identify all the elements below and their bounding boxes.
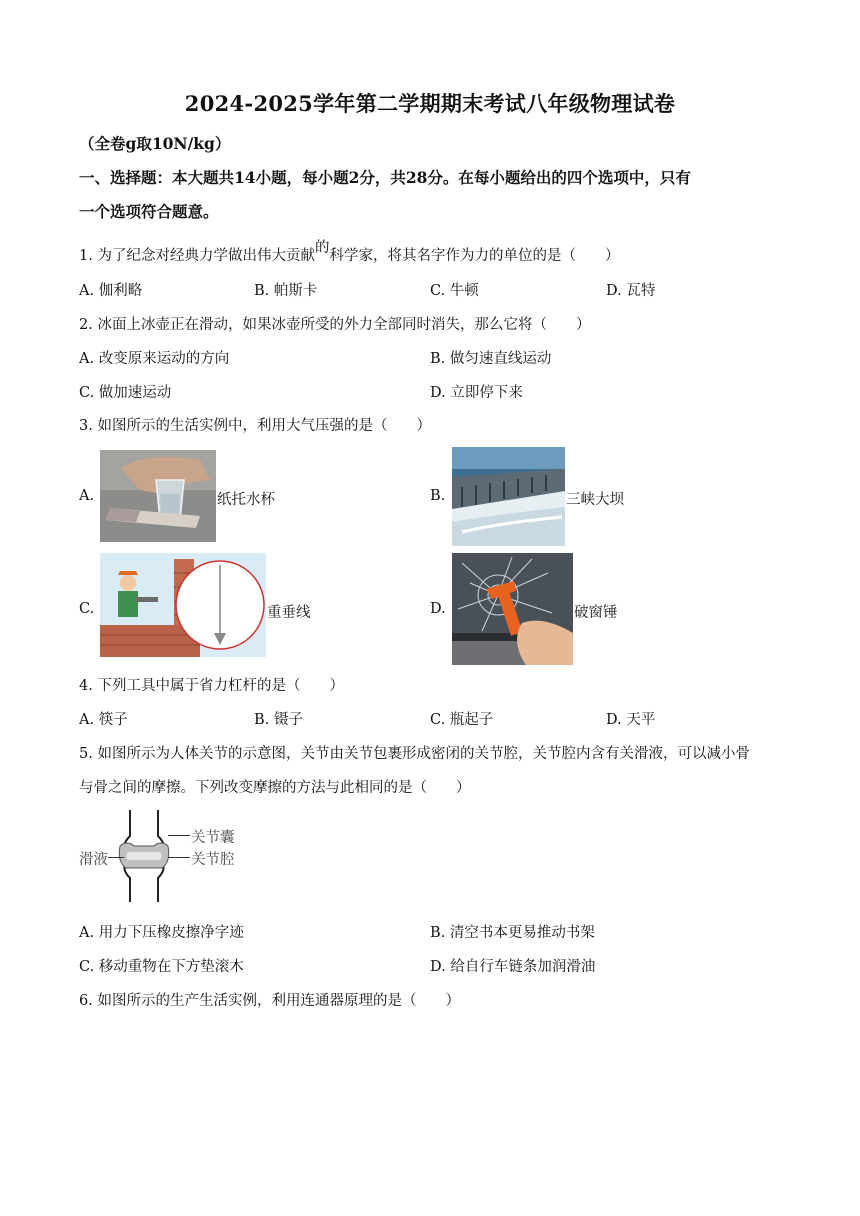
three-gorges-dam-photo — [452, 447, 565, 546]
question-3-option-a-letter[interactable]: A. — [79, 488, 95, 504]
question-2-option-a[interactable]: A. 改变原来运动的方向 — [79, 351, 230, 367]
joint-capsule-label: 关节囊 — [191, 830, 235, 846]
question-4-option-d[interactable]: D. 天平 — [606, 712, 656, 728]
page-title: 2024-2025学年第二学期期末考试八年级物理试卷 — [184, 91, 676, 116]
question-1-option-b[interactable]: B. 帕斯卡 — [254, 283, 318, 299]
joint-capsule-pointer — [168, 835, 190, 836]
question-1-option-c[interactable]: C. 牛顿 — [430, 283, 479, 299]
joint-cavity-pointer — [168, 857, 190, 858]
section-heading-line1: 一、选择题：本大题共14小题，每小题2分，共28分。在每小题给出的四个选项中，只有 — [79, 168, 691, 187]
question-1-stem-superscript: 的 — [314, 240, 330, 256]
plumb-line-illustration — [100, 553, 266, 657]
question-5-stem-line2: 与骨之间的摩擦。下列改变摩擦的方法与此相同的是（ ） — [79, 780, 471, 796]
question-5-stem-line1: 5. 如图所示为人体关节的示意图，关节由关节包裹形成密闭的关节腔，关节腔内含有关滑液，可以减小骨 — [79, 746, 750, 762]
question-4-option-a[interactable]: A. 筷子 — [79, 712, 128, 728]
question-4-option-b[interactable]: B. 镊子 — [254, 712, 303, 728]
question-1-stem-b: 科学家，将其名字作为力的单位的是（ ） — [329, 248, 620, 264]
question-1-stem-a: 1. 为了纪念对经典力学做出伟大贡献 — [79, 248, 315, 264]
question-3-option-d-caption: 破窗锤 — [574, 605, 618, 621]
question-1-stem — [79, 240, 620, 265]
question-1-option-a[interactable]: A. 伽利略 — [79, 283, 143, 299]
joint-diagram — [114, 808, 174, 904]
question-3-option-a-caption: 纸托水杯 — [217, 492, 275, 508]
question-5-option-b[interactable]: B. 清空书本更易推动书架 — [430, 925, 595, 941]
question-5-option-d[interactable]: D. 给自行车链条加润滑油 — [430, 959, 596, 975]
question-6-stem: 6. 如图所示的生产生活实例，利用连通器原理的是（ ） — [79, 993, 460, 1009]
question-3-option-d-letter[interactable]: D. — [430, 601, 446, 617]
question-3-option-c-letter[interactable]: C. — [79, 601, 95, 617]
synovial-fluid-label: 滑液 — [79, 852, 108, 868]
question-2-option-c[interactable]: C. 做加速运动 — [79, 385, 172, 401]
joint-cavity-label: 关节腔 — [191, 852, 235, 868]
gravity-note: （全卷g取10N/kg） — [79, 134, 231, 153]
question-3-option-b-letter[interactable]: B. — [430, 488, 446, 504]
question-2-option-b[interactable]: B. 做匀速直线运动 — [430, 351, 552, 367]
question-4-option-c[interactable]: C. 瓶起子 — [430, 712, 494, 728]
question-1-option-d[interactable]: D. 瓦特 — [606, 283, 656, 299]
question-3-option-b-caption: 三峡大坝 — [566, 492, 624, 508]
question-3-option-c-caption: 重垂线 — [267, 605, 311, 621]
question-4-stem: 4. 下列工具中属于省力杠杆的是（ ） — [79, 678, 344, 694]
question-3-stem: 3. 如图所示的生活实例中，利用大气压强的是（ ） — [79, 418, 431, 434]
question-5-option-c[interactable]: C. 移动重物在下方垫滚木 — [79, 959, 244, 975]
window-breaker-hammer-photo — [452, 553, 573, 665]
question-2-stem: 2. 冰面上冰壶正在滑动，如果冰壶所受的外力全部同时消失，那么它将（ ） — [79, 317, 591, 333]
question-5-option-a[interactable]: A. 用力下压橡皮擦净字迹 — [79, 925, 244, 941]
section-heading-line2: 一个选项符合题意。 — [79, 202, 219, 221]
paper-cup-photo — [100, 450, 216, 542]
question-2-option-d[interactable]: D. 立即停下来 — [430, 385, 523, 401]
synovial-fluid-pointer — [108, 857, 124, 858]
